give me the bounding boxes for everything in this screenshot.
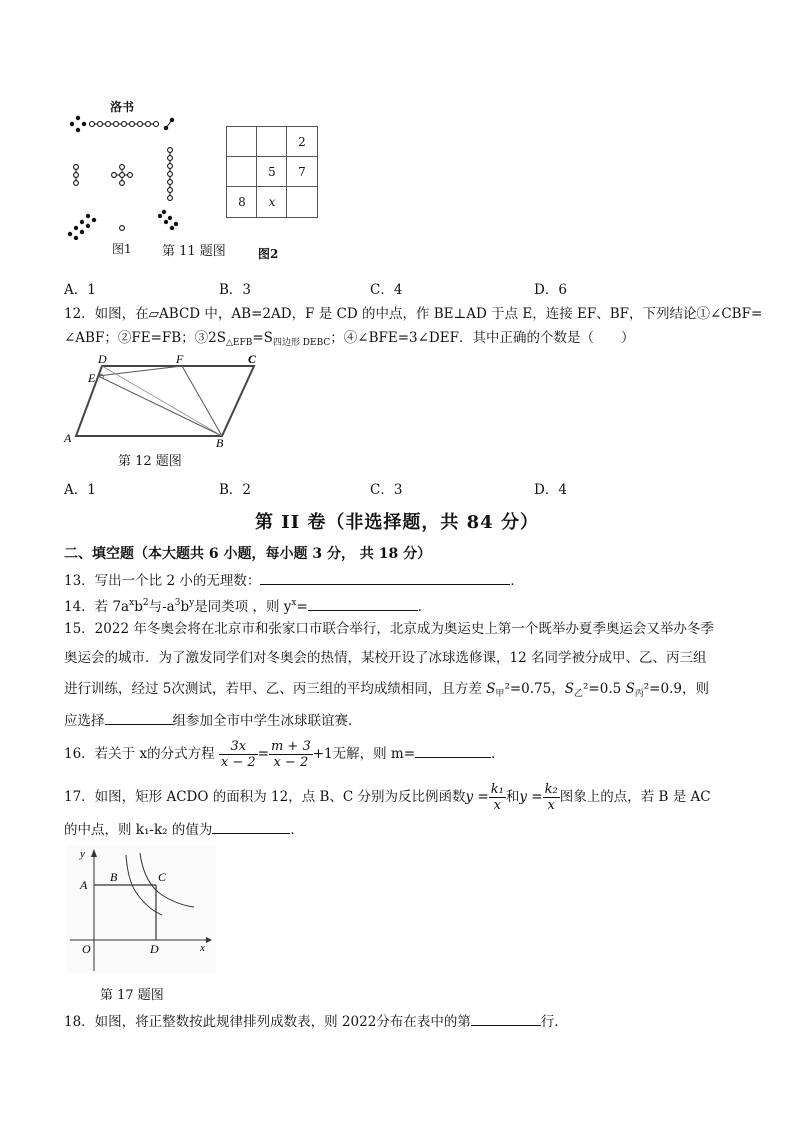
q17-caption: 第 17 题图 xyxy=(100,988,164,1003)
label-d: D xyxy=(150,942,159,956)
fraction: $\frac{\text{k₂}}{x}$ xyxy=(544,782,558,813)
part2-title: 第 II 卷（非选择题，共 84 分） xyxy=(255,512,539,533)
q12-options xyxy=(64,478,724,496)
luoshu-dots-drawing xyxy=(60,112,186,240)
grid-cell: 5 xyxy=(268,165,276,179)
label-o: O xyxy=(82,942,91,956)
luoshu-title: 洛书 xyxy=(110,100,135,114)
inverse-function-graph xyxy=(66,845,216,973)
magic-square-grid xyxy=(226,126,318,218)
option-d: D．4 xyxy=(534,482,567,498)
q11-options xyxy=(64,278,724,296)
q17-line2: 的中点，则 k₁-k₂ 的值为 ． xyxy=(64,819,304,839)
q15-line1: 15．2022 年冬奥会将在北京市和张家口市联合举行，北京成为奥运史上第一个既举办夏季奥运会又举办冬季 xyxy=(64,621,714,637)
label-a: A xyxy=(64,431,72,445)
grid-cell: 2 xyxy=(298,135,306,149)
option-c: C．3 xyxy=(370,482,403,498)
q15-answer-blank[interactable] xyxy=(105,710,173,725)
label-d: D xyxy=(98,352,107,366)
q15-line3: 进行训练，经过 5次测试，若甲、乙、丙三组的平均成绩相同，且方差 $S_甲^2=0.75$，$S_乙^2=0.5$ $S_丙^2=0.9$，则 xyxy=(64,681,709,699)
grid-cell: 8 xyxy=(238,195,246,209)
q13: 13．写出一个比 2 小的无理数： ． xyxy=(64,570,524,590)
q15-line4: 应选择 组参加全市中学生冰球联谊赛． xyxy=(64,710,362,730)
label-b: B xyxy=(110,870,118,884)
q12-text-line2: ∠ABF；②FE=FB；$③2S_{\triangle EFB}=S_{四边形 DEBC}$；④∠BFE=3∠DEF．其中正确的个数是（ ） xyxy=(64,330,635,348)
label-a: A xyxy=(80,878,88,892)
fig2-caption: 图2 xyxy=(258,247,279,261)
label-f: F xyxy=(176,352,184,366)
label-x: x xyxy=(200,942,205,954)
q15-line2: 奥运会的城市．为了激发同学们对冬奥会的热情，某校开设了冰球选修课，12 名同学被分成甲、乙、丙三组 xyxy=(64,650,707,666)
option-d: D．6 xyxy=(534,282,567,298)
option-c: C．4 xyxy=(370,282,403,298)
option-b: B．2 xyxy=(219,482,252,498)
q16-answer-blank[interactable] xyxy=(415,743,491,758)
label-c: C xyxy=(248,352,257,366)
q18: 18．如图，将正整数按此规律排列成数表，则 2022分布在表中的第 行． xyxy=(64,1011,568,1031)
grid-cell: x xyxy=(268,195,276,209)
option-a: A．1 xyxy=(64,282,96,298)
option-b: B．3 xyxy=(219,282,252,298)
q16: 16．若关于 x的分式方程 $\frac{3x}{x - 2}$ = $\frac{m + 3}{x - 2}$ +1无解，则 m= ． xyxy=(64,739,505,770)
luoshu-caption: 图1 xyxy=(112,242,132,256)
q12-text-line1: 12．如图，在▱ABCD 中，AB=2AD，F 是 CD 的中点，作 BE⊥AD 于点 E，连接 EF、BF，下列结论①∠CBF= xyxy=(64,306,763,322)
q18-answer-blank[interactable] xyxy=(471,1011,541,1026)
q11-caption: 第 11 题图 xyxy=(162,244,226,259)
q14: 14．若 $7a^xb^2$与$-a^3b^y$是同类项 ，则 $y^x=$ ． xyxy=(64,598,432,615)
q17-line1: 17．如图，矩形 ACDO 的面积为 12，点 B、C 分别为反比例函数y = $\frac{\text{k₁}}{x}$ 和y = $\frac{\text{k₂}}{x}$ 图象上的点，若 B 是 AC xyxy=(64,782,711,813)
fraction: $\frac{m + 3}{x - 2}$ xyxy=(270,739,311,770)
luoshu-figure xyxy=(60,98,186,258)
q12-caption: 第 12 题图 xyxy=(118,454,182,469)
label-e: E xyxy=(88,371,96,385)
label-b: B xyxy=(216,436,224,448)
q13-answer-blank[interactable] xyxy=(260,570,510,585)
parallelogram-figure xyxy=(62,352,268,448)
grid-cell: 7 xyxy=(298,165,306,179)
q17-answer-blank[interactable] xyxy=(212,819,290,834)
q14-answer-blank[interactable] xyxy=(308,596,418,611)
label-y: y xyxy=(80,848,85,860)
option-a: A．1 xyxy=(64,482,96,498)
section2-title: 二、填空题（本大题共 6 小题，每小题 3 分， 共 18 分） xyxy=(64,546,432,562)
fraction: $\frac{3x}{x - 2}$ xyxy=(220,739,256,770)
label-c: C xyxy=(158,870,167,884)
fraction: $\frac{\text{k₁}}{x}$ xyxy=(490,782,504,813)
